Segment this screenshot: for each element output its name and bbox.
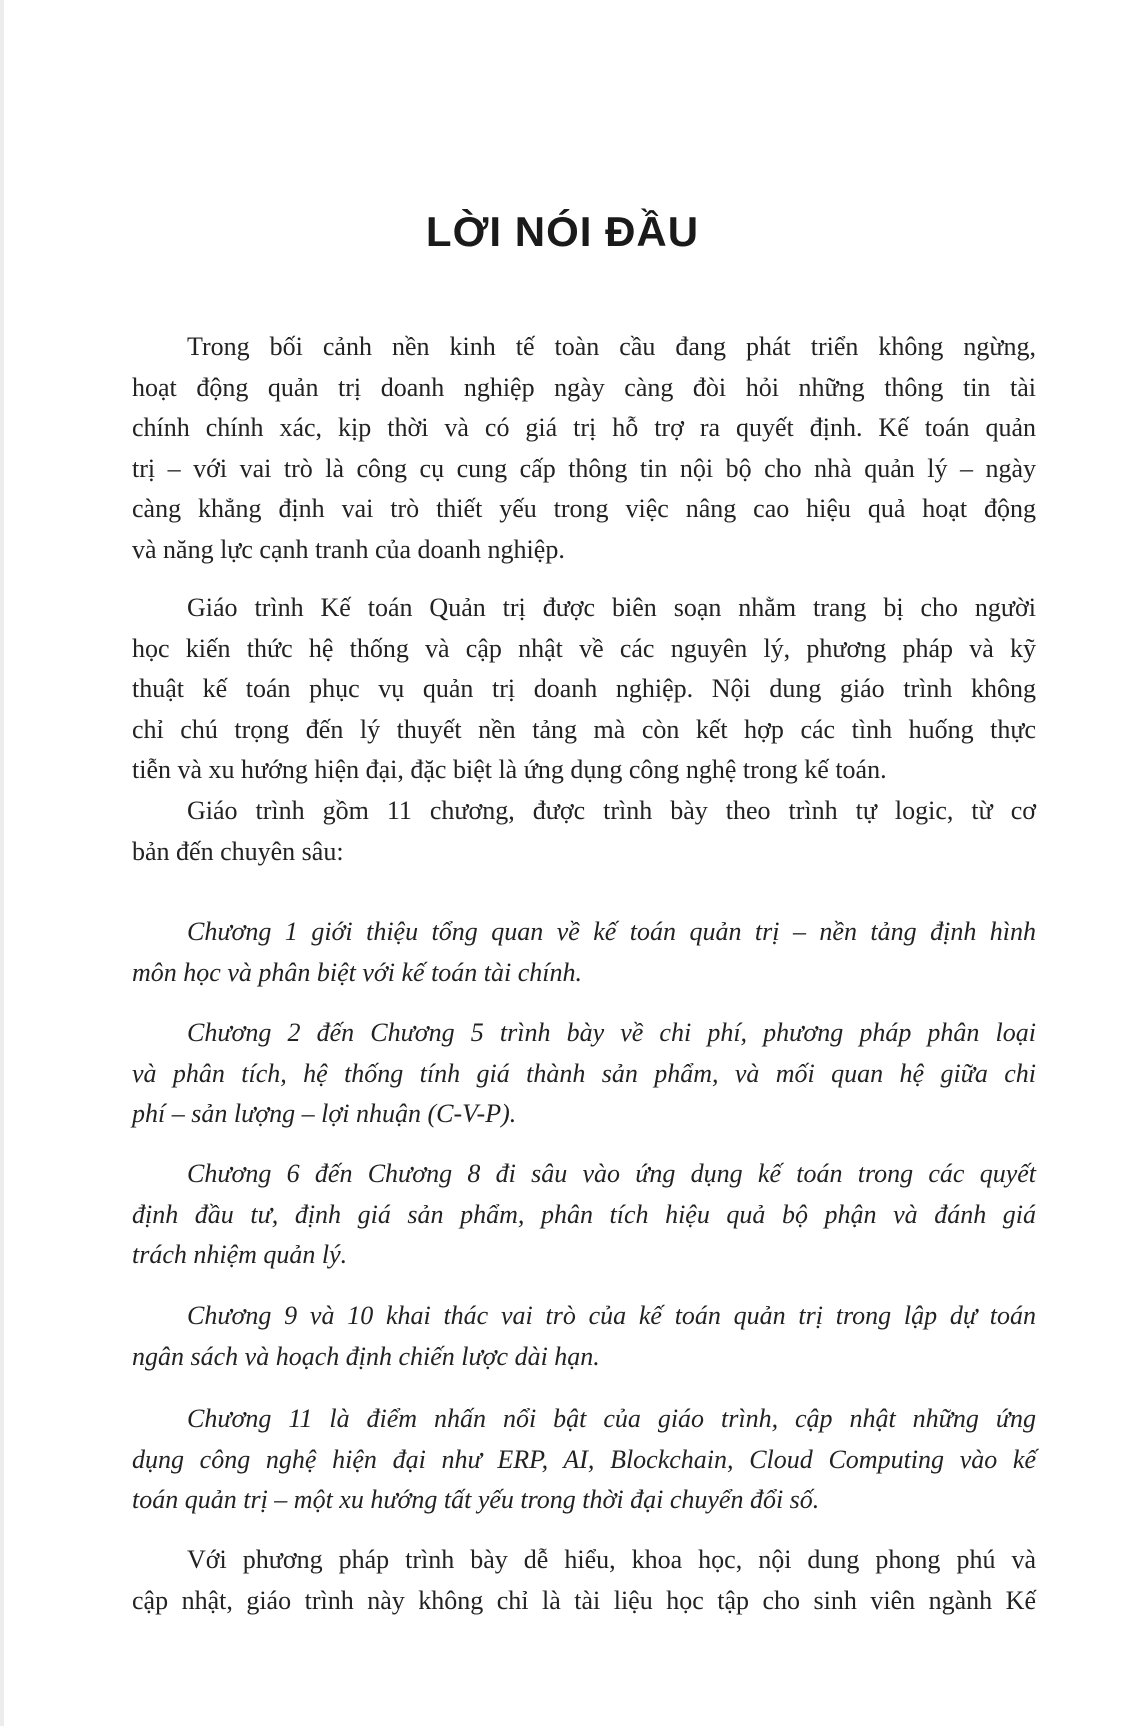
- paragraph-line: trách nhiệm quản lý.: [132, 1240, 348, 1269]
- paragraph-line: môn học và phân biệt với kế toán tài chính.: [132, 957, 582, 987]
- paragraph-line: tiễn và xu hướng hiện đại, đặc biệt là ứng dụng công nghệ trong kế toán.: [132, 755, 887, 784]
- paragraph-line: Trong bối cảnh nền kinh tế toàn cầu đang phát triển không ngừng,: [187, 332, 1036, 361]
- paragraph-line: Chương 1 giới thiệu tổng quan về kế toán quản trị – nền tảng định hình: [187, 917, 1036, 946]
- paragraph-line: và năng lực cạnh tranh của doanh nghiệp.: [132, 534, 565, 564]
- paragraph-line: toán quản trị – một xu hướng tất yếu trong thời đại chuyển đổi số.: [132, 1485, 820, 1514]
- paragraph: [132, 327, 1036, 570]
- paragraph-line: trị – với vai trò là công cụ cung cấp thông tin nội bộ cho nhà quản lý – ngày: [132, 453, 1036, 483]
- paragraph-line: Giáo trình gồm 11 chương, được trình bày theo trình tự logic, từ cơ: [187, 796, 1036, 825]
- paragraph-line: Chương 6 đến Chương 8 đi sâu vào ứng dụng kế toán trong các quyết: [187, 1159, 1036, 1188]
- paragraph: [132, 1540, 1036, 1621]
- paragraph: [132, 1399, 1036, 1521]
- paragraph-line: càng khẳng định vai trò thiết yếu trong việc nâng cao hiệu quả hoạt động: [132, 494, 1036, 523]
- paragraph-line: phí – sản lượng – lợi nhuận (C-V-P).: [132, 1099, 517, 1128]
- page-title: LỜI NÓI ĐẦU: [425, 208, 700, 255]
- paragraph-line: Chương 2 đến Chương 5 trình bày về chi phí, phương pháp phân loại: [187, 1018, 1036, 1047]
- paragraph-line: Chương 11 là điểm nhấn nổi bật của giáo trình, cập nhật những ứng: [187, 1404, 1036, 1433]
- paragraph-line: dụng công nghệ hiện đại như ERP, AI, Blockchain, Cloud Computing vào kế: [132, 1444, 1036, 1474]
- paragraph: [132, 791, 1036, 872]
- paragraph-line: Giáo trình Kế toán Quản trị được biên soạn nhằm trang bị cho người: [187, 593, 1036, 622]
- paragraph-line: chính chính xác, kịp thời và có giá trị hỗ trợ ra quyết định. Kế toán quản: [132, 413, 1036, 442]
- paragraph: [132, 1154, 1036, 1276]
- paragraph-line: Với phương pháp trình bày dễ hiểu, khoa học, nội dung phong phú và: [187, 1545, 1036, 1574]
- paragraph-line: học kiến thức hệ thống và cập nhật về các nguyên lý, phương pháp và kỹ: [132, 633, 1036, 663]
- paragraph-line: định đầu tư, định giá sản phẩm, phân tích hiệu quả bộ phận và đánh giá: [132, 1199, 1036, 1229]
- paragraph-line: bản đến chuyên sâu:: [132, 836, 344, 866]
- paragraph: [132, 1296, 1036, 1377]
- page-edge: [0, 0, 4, 1726]
- paragraph: [132, 912, 1036, 993]
- paragraph: [132, 1013, 1036, 1135]
- paragraph: [132, 588, 1036, 791]
- paragraph-line: chỉ chú trọng đến lý thuyết nền tảng mà còn kết hợp các tình huống thực: [132, 714, 1036, 744]
- paragraph-line: cập nhật, giáo trình này không chỉ là tài liệu học tập cho sinh viên ngành Kế: [132, 1585, 1036, 1615]
- paragraph-line: thuật kế toán phục vụ quản trị doanh nghiệp. Nội dung giáo trình không: [132, 674, 1036, 703]
- paragraph-line: hoạt động quản trị doanh nghiệp ngày càng đòi hỏi những thông tin tài: [132, 372, 1036, 402]
- paragraph-line: ngân sách và hoạch định chiến lược dài hạn.: [132, 1341, 600, 1371]
- paragraph-line: và phân tích, hệ thống tính giá thành sản phẩm, và mối quan hệ giữa chi: [132, 1058, 1036, 1088]
- paragraph-line: Chương 9 và 10 khai thác vai trò của kế toán quản trị trong lập dự toán: [187, 1301, 1036, 1330]
